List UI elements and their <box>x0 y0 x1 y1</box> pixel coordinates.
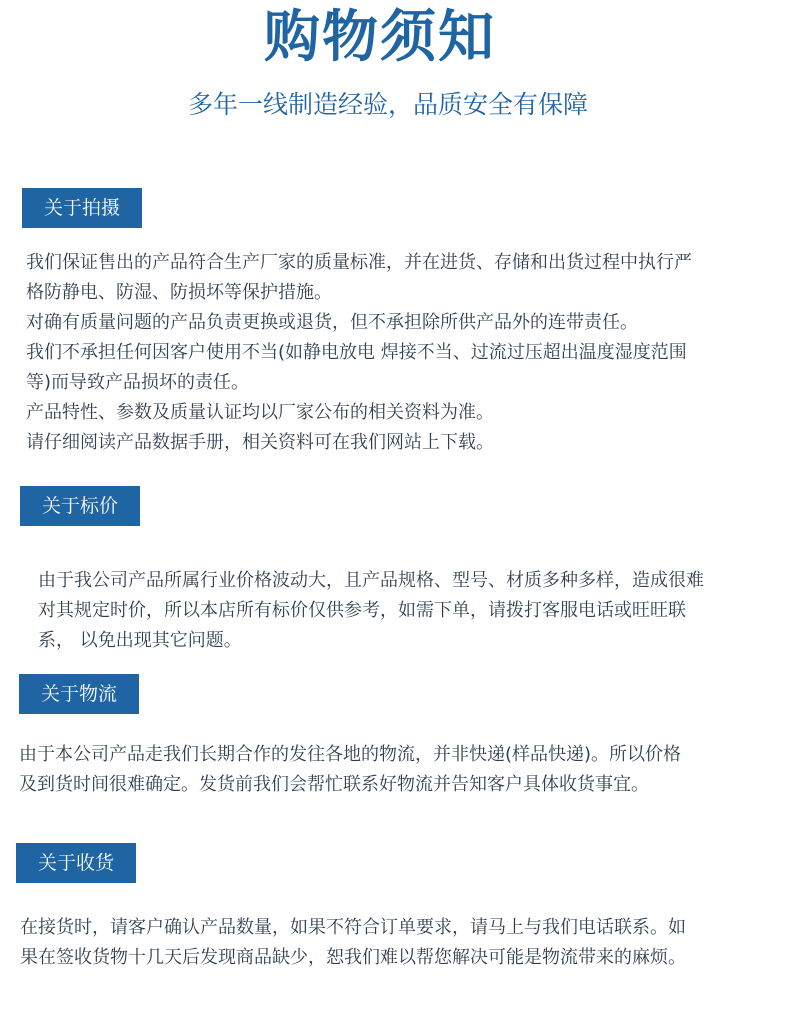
text-line: 在接货时，请客户确认产品数量，如果不符合订单要求，请马上与我们电话联系。如 <box>20 917 686 938</box>
text-line: 我们保证售出的产品符合生产厂家的质量标准，并在进货、存储和出货过程中执行严 <box>26 252 692 273</box>
section-body-logistics <box>19 740 681 800</box>
text-line: 请仔细阅读产品数据手册，相关资料可在我们网站上下载。 <box>26 432 494 453</box>
section-heading-pricing: 关于标价 <box>20 486 140 526</box>
text-line: 我们不承担任何因客户使用不当(如静电放电 焊接不当、过流过压超出温度湿度范围 <box>26 342 687 363</box>
section-heading-receiving: 关于收货 <box>16 843 136 883</box>
text-line: 产品特性、参数及质量认证均以厂家公布的相关资料为准。 <box>26 402 494 423</box>
text-line: 果在签收货物十几天后发现商品缺少，恕我们难以帮您解决可能是物流带来的麻烦。 <box>20 947 686 968</box>
section-heading-logistics: 关于物流 <box>19 674 139 714</box>
text-line: 系， 以免出现其它问题。 <box>38 630 242 651</box>
section-heading-photography: 关于拍摄 <box>22 188 142 228</box>
page-subtitle: 多年一线制造经验，品质安全有保障 <box>187 90 588 119</box>
section-body-photography <box>26 248 692 458</box>
text-line: 对其规定时价，所以本店所有标价仅供参考，如需下单，请拨打客服电话或旺旺联 <box>38 600 686 621</box>
text-line: 由于本公司产品走我们长期合作的发往各地的物流，并非快递(样品快递)。所以价格 <box>19 744 682 765</box>
text-line: 格防静电、防湿、防损坏等保护措施。 <box>26 282 332 303</box>
text-line: 及到货时间很难确定。发货前我们会帮忙联系好物流并告知客户具体收货事宜。 <box>19 774 649 795</box>
text-line: 由于我公司产品所属行业价格波动大，且产品规格、型号、材质多种多样，造成很难 <box>38 570 704 591</box>
section-body-pricing <box>38 566 704 656</box>
text-line: 对确有质量问题的产品负责更换或退货，但不承担除所供产品外的连带责任。 <box>26 312 638 333</box>
section-body-receiving <box>20 913 686 973</box>
text-line: 等)而导致产品损坏的责任。 <box>26 372 250 393</box>
page-title: 购物须知 <box>264 5 496 70</box>
